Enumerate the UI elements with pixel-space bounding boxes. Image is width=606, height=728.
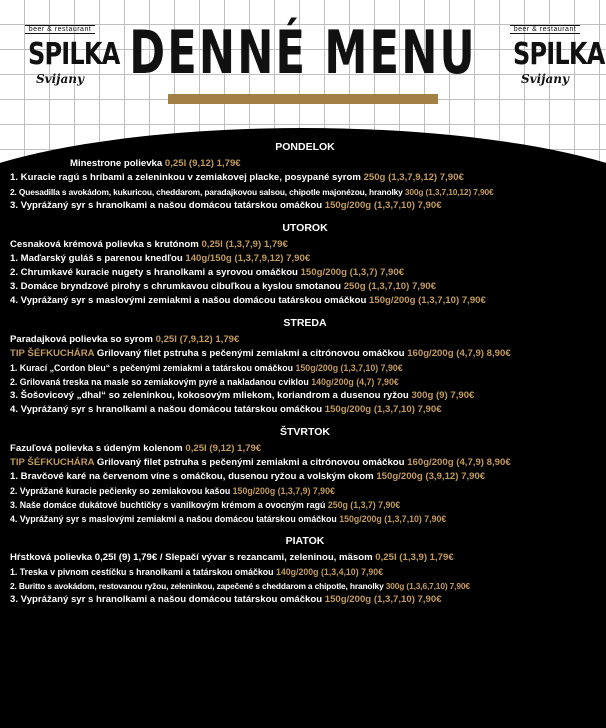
logo-name: SPILKA bbox=[513, 37, 605, 72]
dish-line bbox=[10, 185, 600, 199]
chef-tip-label: TIP ŠÉFKUCHÁRA bbox=[10, 348, 95, 359]
day-heading-thursday: ŠTVRTOK bbox=[280, 426, 330, 438]
soup-price: 0,25l (1,3,7,9) 1,79€ bbox=[201, 239, 288, 250]
dish-name: 2. Grilovaná treska na masle so zemiakovým pyré a nakladanou cviklou bbox=[10, 377, 309, 387]
dish-name: 4. Vyprážaný syr s maslovými zemiakmi a našou domácou tatárskou omáčkou bbox=[10, 514, 337, 524]
page-title: DENNÉ MENU bbox=[129, 18, 477, 88]
logo-right bbox=[505, 18, 605, 108]
dish-line bbox=[10, 375, 600, 389]
logo-left bbox=[20, 18, 120, 108]
dish-name: 3. Domáce bryndzové pirohy s chrumkavou cibuľkou a kyslou smotanou bbox=[10, 281, 342, 292]
dish-price: 250g (1,3,7) 7,90€ bbox=[327, 500, 401, 510]
logo-tagline: beer & restaurant bbox=[510, 25, 581, 34]
dish-price: 150g/200g (1,3,7,9) 7,90€ bbox=[232, 486, 335, 496]
soup-line bbox=[10, 238, 600, 252]
logo-sub-text: Svijany bbox=[520, 72, 569, 86]
soup-price: 0,25l (7,9,12) 1,79€ bbox=[155, 334, 240, 345]
dish-line bbox=[10, 470, 600, 484]
dish-line bbox=[10, 361, 600, 375]
dish-name: 1. Kuracie ragú s hríbami a zeleninkou v zemiakovej placke, posypané syrom bbox=[10, 172, 361, 183]
soup-name: Hŕstková polievka 0,25l (9) 1,79€ / Slepačí vývar s rezancami, zeleninou, mäsom bbox=[10, 552, 373, 563]
dish-line bbox=[10, 294, 600, 308]
soup-price: 0,25l (9,12) 1,79€ bbox=[185, 443, 262, 454]
dish-line bbox=[10, 579, 600, 593]
dish-price: 150g/200g (1,3,7,10) 7,90€ bbox=[369, 295, 486, 306]
soup-name: Minestrone polievka bbox=[70, 158, 163, 169]
dish-name: 4. Vyprážaný syr s hranolkami a našou domácou tatárskou omáčkou bbox=[10, 404, 323, 415]
dish-line bbox=[10, 403, 600, 417]
soup-line bbox=[10, 551, 600, 565]
dish-name: 3. Vyprážaný syr s hranolkami a našou domácou tatárskou omáčkou bbox=[10, 594, 323, 605]
tip-price: 160g/200g (4,7,9) 8,90€ bbox=[407, 348, 511, 359]
title-underline bbox=[168, 94, 438, 104]
dish-name: 2. Vyprážané kuracie pečienky so zemiakovou kašou bbox=[10, 486, 231, 496]
dish-line bbox=[10, 565, 600, 579]
dish-line bbox=[10, 389, 600, 403]
dish-name: 3. Naše domáce dukátové buchtičky s vanilkovým krémom a ovocným ragú bbox=[10, 500, 326, 510]
dish-line bbox=[10, 593, 600, 607]
soup-line bbox=[10, 157, 600, 171]
dish-name: 2. Quesadilla s avokádom, kukuricou, cheddarom, paradajkovou salsou, chipotle majonézou, hranolky bbox=[10, 187, 403, 197]
tip-price: 160g/200g (4,7,9) 8,90€ bbox=[407, 457, 511, 468]
dish-price: 300g (1,3,7,10,12) 7,90€ bbox=[404, 187, 494, 197]
dish-price: 300g (1,3,6,7,10) 7,90€ bbox=[385, 581, 470, 591]
day-heading-wednesday: STREDA bbox=[283, 317, 327, 329]
dish-price: 150g/200g (1,3,7,10) 7,90€ bbox=[324, 200, 442, 211]
dish-line bbox=[10, 484, 600, 498]
dish-name: 3. Šošovicový „dhal“ so zeleninkou, kokosovým mliekom, koriandrom a dusenou ryžou bbox=[10, 390, 409, 401]
dish-name: 1. Treska v pivnom cestíčku s hranolkami a tatárskou omáčkou bbox=[10, 567, 274, 577]
tip-line bbox=[10, 456, 600, 470]
logo-sub bbox=[505, 72, 585, 86]
logo-sub bbox=[20, 72, 100, 86]
dish-price: 140g/200g (1,3,4,10) 7,90€ bbox=[275, 567, 384, 577]
menu-content bbox=[10, 140, 600, 607]
dish-name: 1. Bravčové karé na červenom víne s omáčkou, dusenou ryžou a volským okom bbox=[10, 471, 374, 482]
dish-line bbox=[10, 171, 600, 185]
dish-line bbox=[10, 280, 600, 294]
dish-name: 1. Kurací „Cordon bleu“ s pečenými zemiakmi a tatárskou omáčkou bbox=[10, 363, 294, 373]
dish-name: 1. Maďarský guláš s parenou knedľou bbox=[10, 253, 183, 264]
dish-name: 3. Vyprážaný syr s hranolkami a našou domácou tatárskou omáčkou bbox=[10, 200, 323, 211]
day-heading-friday: PIATOK bbox=[285, 535, 325, 547]
day-heading-monday: PONDELOK bbox=[275, 141, 335, 153]
dish-price: 140g/200g (4,7) 7,90€ bbox=[311, 377, 399, 387]
dish-name: 2. Chrumkavé kuracie nugety s hranolkami a syrovou omáčkou bbox=[10, 267, 298, 278]
dish-line bbox=[10, 512, 600, 526]
dish-price: 250g (1,3,7,10) 7,90€ bbox=[343, 281, 436, 292]
soup-name: Fazuľová polievka s údeným kolenom bbox=[10, 443, 183, 454]
soup-name: Paradajková polievka so syrom bbox=[10, 334, 153, 345]
dish-price: 150g/200g (1,3,7,10) 7,90€ bbox=[295, 363, 403, 373]
tip-dish: Grilovaný filet pstruha s pečenými zemiakmi a citrónovou omáčkou bbox=[96, 457, 405, 468]
logo-sub-text: Svijany bbox=[35, 72, 84, 86]
dish-line bbox=[10, 266, 600, 280]
dish-price: 300g (9) 7,90€ bbox=[411, 390, 475, 401]
soup-price: 0,25l (1,3,9) 1,79€ bbox=[375, 552, 454, 563]
logo-tagline: beer & restaurant bbox=[25, 25, 96, 34]
dish-price: 150g/200g (3,9,12) 7,90€ bbox=[376, 471, 486, 482]
dish-line bbox=[10, 252, 600, 266]
chef-tip-label: TIP ŠÉFKUCHÁRA bbox=[10, 457, 95, 468]
dish-price: 250g (1,3,7,9,12) 7,90€ bbox=[363, 172, 464, 183]
tip-line bbox=[10, 347, 600, 361]
dish-line bbox=[10, 498, 600, 512]
soup-line bbox=[10, 333, 600, 347]
dish-name: 2. Buritto s avokádom, restovanou ryžou, zeleninkou, zapečené s cheddarom a chipotle, hranolky bbox=[10, 581, 384, 591]
dish-price: 150g/200g (1,3,7,10) 7,90€ bbox=[324, 594, 442, 605]
dish-price: 150g/200g (1,3,7,10) 7,90€ bbox=[324, 404, 442, 415]
day-heading-tuesday: UTOROK bbox=[282, 222, 328, 234]
dish-price: 150g/200g (1,3,7,10) 7,90€ bbox=[339, 514, 447, 524]
tip-dish: Grilovaný filet pstruha s pečenými zemiakmi a citrónovou omáčkou bbox=[96, 348, 405, 359]
dish-price: 150g/200g (1,3,7) 7,90€ bbox=[300, 267, 405, 278]
logo-name: SPILKA bbox=[28, 37, 120, 72]
dish-line bbox=[10, 199, 600, 213]
soup-line bbox=[10, 442, 600, 456]
dish-name: 4. Vyprážaný syr s maslovými zemiakmi a našou domácou tatárskou omáčkou bbox=[10, 295, 367, 306]
soup-name: Cesnaková krémová polievka s krutónom bbox=[10, 239, 199, 250]
dish-price: 140g/150g (1,3,7,9,12) 7,90€ bbox=[185, 253, 311, 264]
soup-price: 0,25l (9,12) 1,79€ bbox=[164, 158, 241, 169]
